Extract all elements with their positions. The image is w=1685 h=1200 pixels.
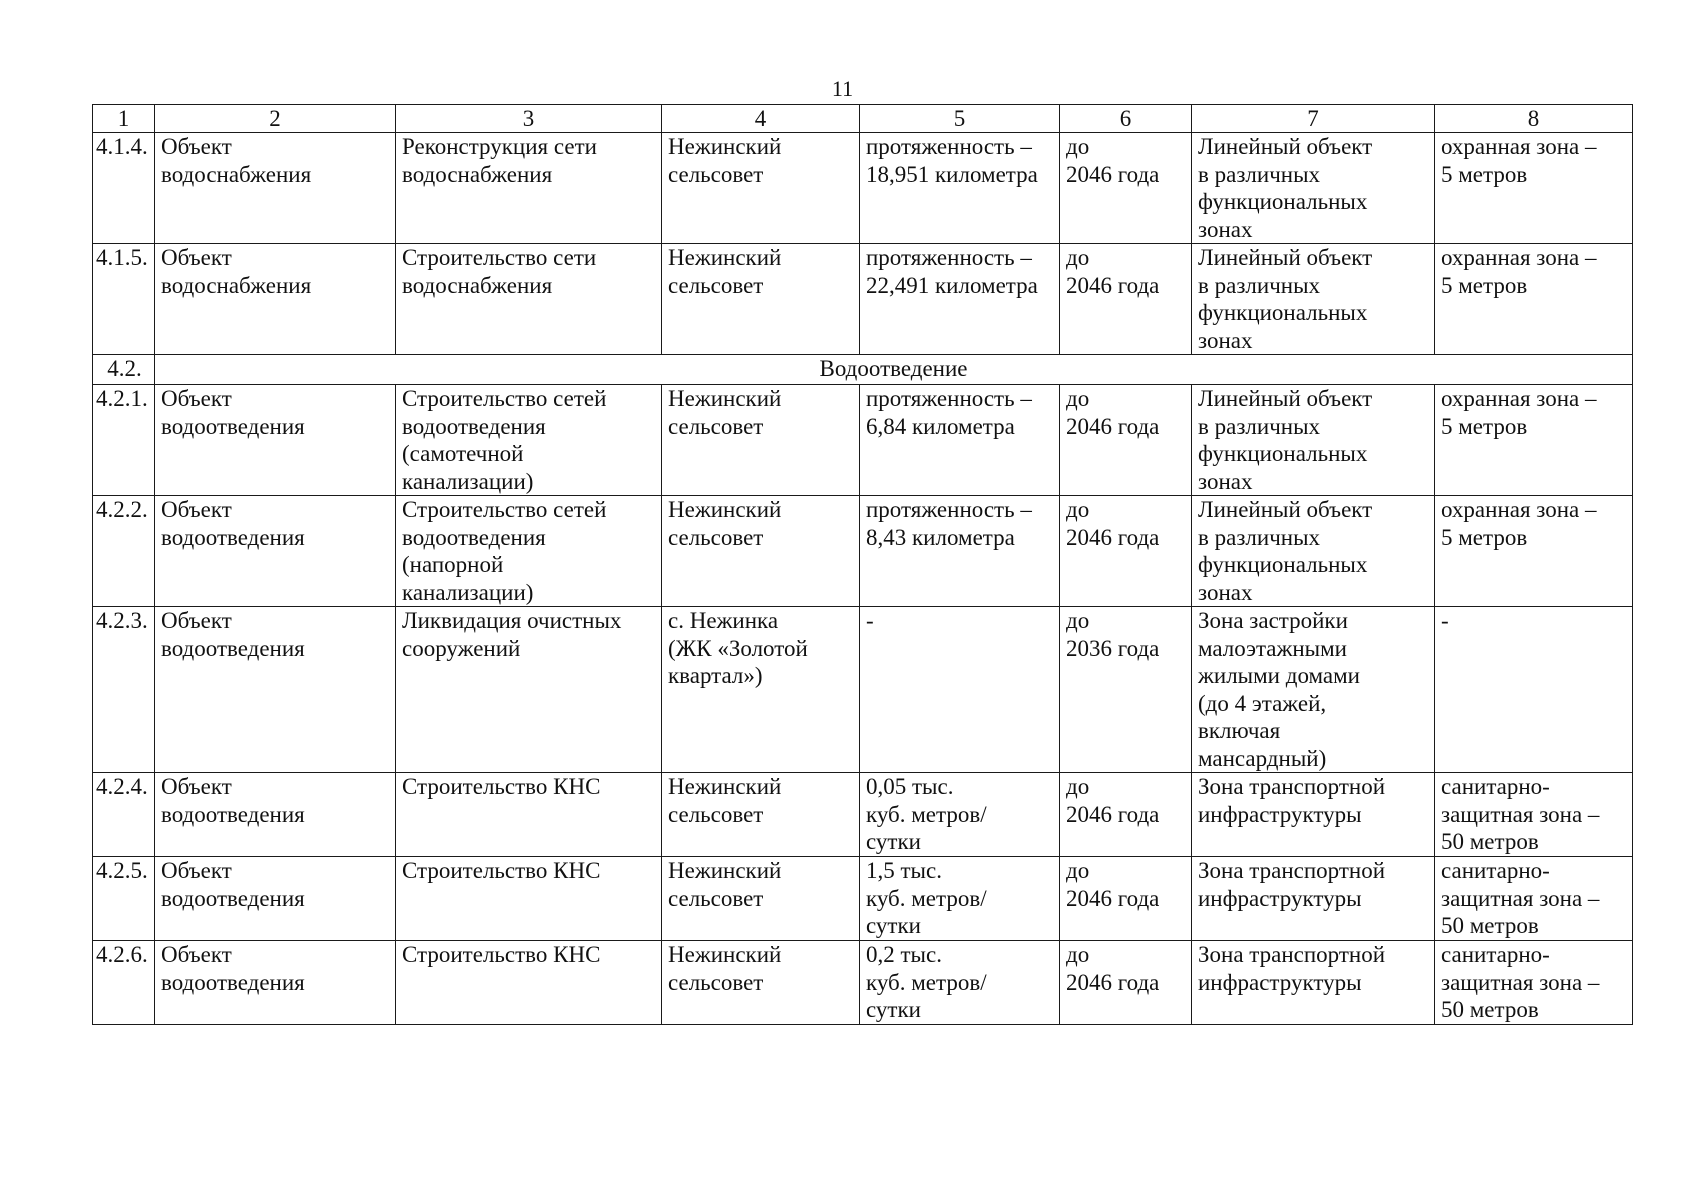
location-cell: Нежинский сельсовет xyxy=(662,133,860,244)
section-title-cell: Водоотведение xyxy=(155,355,1633,385)
restriction-zone-cell: санитарно- защитная зона – 50 метров xyxy=(1435,773,1633,857)
planning-objects-table xyxy=(92,104,1633,1025)
item-number-cell: 4.2.5. xyxy=(93,857,155,941)
table-row xyxy=(93,244,1633,355)
column-header: 7 xyxy=(1192,105,1435,133)
section-row xyxy=(93,355,1633,385)
location-cell: Нежинский сельсовет xyxy=(662,244,860,355)
deadline-cell: до 2046 года xyxy=(1060,244,1192,355)
item-number-cell: 4.2.1. xyxy=(93,385,155,496)
action-cell: Ликвидация очистных сооружений xyxy=(396,607,662,773)
capacity-cell: 1,5 тыс. куб. метров/ сутки xyxy=(860,857,1060,941)
deadline-cell: до 2046 года xyxy=(1060,496,1192,607)
zone-cell: Линейный объект в различных функциональных зонах xyxy=(1192,385,1435,496)
item-number-cell: 4.2.6. xyxy=(93,941,155,1025)
table-header-row xyxy=(93,105,1633,133)
object-type-cell: Объект водоотведения xyxy=(155,857,396,941)
zone-cell: Линейный объект в различных функциональных зонах xyxy=(1192,496,1435,607)
item-number-cell: 4.2.2. xyxy=(93,496,155,607)
deadline-cell: до 2046 года xyxy=(1060,133,1192,244)
restriction-zone-cell: охранная зона – 5 метров xyxy=(1435,385,1633,496)
column-header: 5 xyxy=(860,105,1060,133)
item-number-cell: 4.2.4. xyxy=(93,773,155,857)
restriction-zone-cell: охранная зона – 5 метров xyxy=(1435,496,1633,607)
object-type-cell: Объект водоотведения xyxy=(155,496,396,607)
column-header: 2 xyxy=(155,105,396,133)
capacity-cell: протяженность – 22,491 километра xyxy=(860,244,1060,355)
object-type-cell: Объект водоотведения xyxy=(155,607,396,773)
object-type-cell: Объект водоотведения xyxy=(155,941,396,1025)
object-type-cell: Объект водоотведения xyxy=(155,773,396,857)
object-type-cell: Объект водоотведения xyxy=(155,385,396,496)
item-number-cell: 4.2.3. xyxy=(93,607,155,773)
deadline-cell: до 2046 года xyxy=(1060,773,1192,857)
action-cell: Реконструкция сети водоснабжения xyxy=(396,133,662,244)
table-row xyxy=(93,385,1633,496)
section-number-cell: 4.2. xyxy=(93,355,155,385)
deadline-cell: до 2046 года xyxy=(1060,857,1192,941)
action-cell: Строительство КНС xyxy=(396,773,662,857)
capacity-cell: 0,05 тыс. куб. метров/ сутки xyxy=(860,773,1060,857)
capacity-cell: протяженность – 18,951 километра xyxy=(860,133,1060,244)
column-header: 3 xyxy=(396,105,662,133)
zone-cell: Линейный объект в различных функциональных зонах xyxy=(1192,244,1435,355)
capacity-cell: протяженность – 6,84 километра xyxy=(860,385,1060,496)
capacity-cell: протяженность – 8,43 километра xyxy=(860,496,1060,607)
deadline-cell: до 2036 года xyxy=(1060,607,1192,773)
restriction-zone-cell: охранная зона – 5 метров xyxy=(1435,133,1633,244)
location-cell: Нежинский сельсовет xyxy=(662,773,860,857)
column-header: 4 xyxy=(662,105,860,133)
restriction-zone-cell: охранная зона – 5 метров xyxy=(1435,244,1633,355)
action-cell: Строительство сетей водоотведения (самотечной канализации) xyxy=(396,385,662,496)
location-cell: Нежинский сельсовет xyxy=(662,496,860,607)
table-row xyxy=(93,133,1633,244)
zone-cell: Линейный объект в различных функциональных зонах xyxy=(1192,133,1435,244)
capacity-cell: 0,2 тыс. куб. метров/ сутки xyxy=(860,941,1060,1025)
capacity-cell: - xyxy=(860,607,1060,773)
zone-cell: Зона транспортной инфраструктуры xyxy=(1192,941,1435,1025)
item-number-cell: 4.1.5. xyxy=(93,244,155,355)
item-number-cell: 4.1.4. xyxy=(93,133,155,244)
zone-cell: Зона транспортной инфраструктуры xyxy=(1192,857,1435,941)
table-row xyxy=(93,496,1633,607)
action-cell: Строительство сети водоснабжения xyxy=(396,244,662,355)
table-row xyxy=(93,607,1633,773)
action-cell: Строительство КНС xyxy=(396,857,662,941)
action-cell: Строительство сетей водоотведения (напорной канализации) xyxy=(396,496,662,607)
restriction-zone-cell: - xyxy=(1435,607,1633,773)
deadline-cell: до 2046 года xyxy=(1060,385,1192,496)
object-type-cell: Объект водоснабжения xyxy=(155,133,396,244)
object-type-cell: Объект водоснабжения xyxy=(155,244,396,355)
location-cell: Нежинский сельсовет xyxy=(662,857,860,941)
table-row xyxy=(93,773,1633,857)
restriction-zone-cell: санитарно- защитная зона – 50 метров xyxy=(1435,941,1633,1025)
table-row xyxy=(93,941,1633,1025)
deadline-cell: до 2046 года xyxy=(1060,941,1192,1025)
page-number: 11 xyxy=(831,76,854,101)
zone-cell: Зона транспортной инфраструктуры xyxy=(1192,773,1435,857)
column-header: 8 xyxy=(1435,105,1633,133)
location-cell: с. Нежинка (ЖК «Золотой квартал») xyxy=(662,607,860,773)
table-row xyxy=(93,857,1633,941)
zone-cell: Зона застройки малоэтажными жилыми домами (до 4 этажей, включая мансардный) xyxy=(1192,607,1435,773)
column-header: 6 xyxy=(1060,105,1192,133)
location-cell: Нежинский сельсовет xyxy=(662,385,860,496)
column-header: 1 xyxy=(93,105,155,133)
action-cell: Строительство КНС xyxy=(396,941,662,1025)
restriction-zone-cell: санитарно- защитная зона – 50 метров xyxy=(1435,857,1633,941)
table-body xyxy=(93,105,1633,1025)
location-cell: Нежинский сельсовет xyxy=(662,941,860,1025)
